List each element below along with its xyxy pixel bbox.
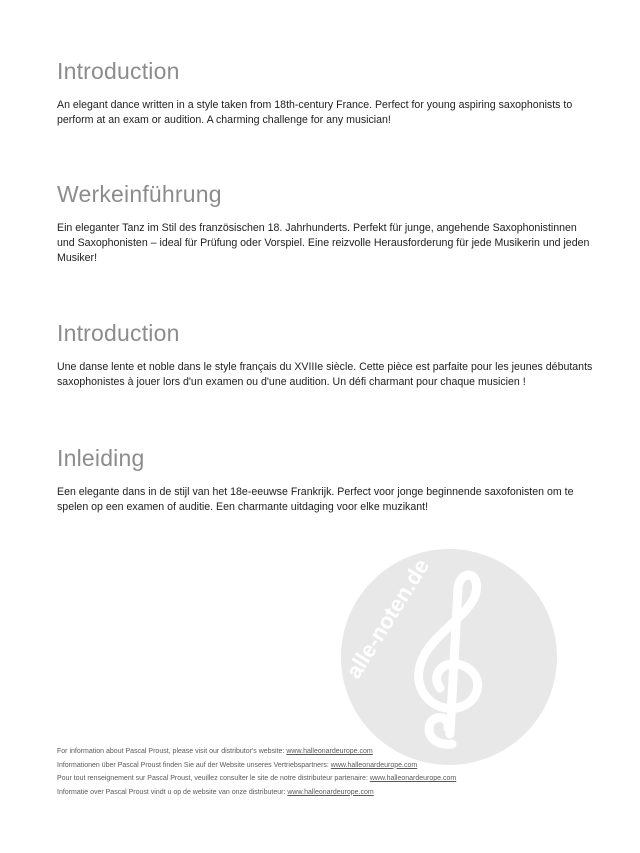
section-body-dutch: Een elegante dans in de stijl van het 18e-eeuwse Frankrijk. Perfect voor jonge beginnende saxofonisten om te spelen op een examen of auditie. Een charmante uitdaging voor elke muzikant! [57,486,574,513]
distributor-link[interactable]: www.halleonardeurope.com [287,788,374,796]
section-english [57,58,597,128]
section-body-french: Une danse lente et noble dans le style français du XVIIIe siècle. Cette pièce est parfaite pour les jeunes débutants saxophonistes à jouer lors d'un examen ou d'une audition. Un défi charmant pour chaque musicien ! [57,361,593,388]
distributor-link[interactable]: www.halleonardeurope.com [369,775,457,782]
section-heading-english: Introduction [57,58,180,84]
footer-line-french [57,772,597,786]
section-heading-dutch: Inleiding [57,445,145,471]
distributor-link[interactable]: www.halleonardeurope.com [286,748,373,755]
footer [57,745,597,799]
footer-text: Informatie over Pascal Proust vindt u op de website van onze distributeur: [57,788,288,796]
footer-text: Informationen über Pascal Proust finden Sie auf der Website unseres Vertriebspartners: [57,761,331,769]
distributor-link[interactable]: www.halleonardeurope.com [330,761,418,769]
section-heading-german: Werkeinführung [57,181,222,207]
watermark-logo [340,548,558,766]
footer-text: For information about Pascal Proust, please visit our distributor's website: [57,748,287,755]
footer-text: Pour tout renseignement sur Pascal Proust, veuillez consulter le site de notre distributeur partenaire: [57,775,370,782]
footer-line-german [57,759,597,773]
section-body-english: An elegant dance written in a style taken from 18th-century France. Perfect for young aspiring saxophonists to perform at an exam or audition. A charming challenge for any musician! [57,99,573,126]
section-body-german: Ein eleganter Tanz im Stil des französischen 18. Jahrhunderts. Perfekt für junge, angehende Saxophonistinnen und Saxophonisten – ideal für Prüfung oder Vorspiel. Eine reizvolle Herausforderung für jede Musikerin und jeden Musiker! [57,222,590,264]
section-german [57,181,597,266]
section-heading-french: Introduction [57,320,180,346]
footer-line-dutch [57,786,597,800]
section-french [57,320,597,390]
watermark-text: alle-noten.de [340,554,435,683]
section-dutch [57,445,597,515]
footer-line-english [57,745,597,759]
treble-clef-icon [340,548,558,766]
